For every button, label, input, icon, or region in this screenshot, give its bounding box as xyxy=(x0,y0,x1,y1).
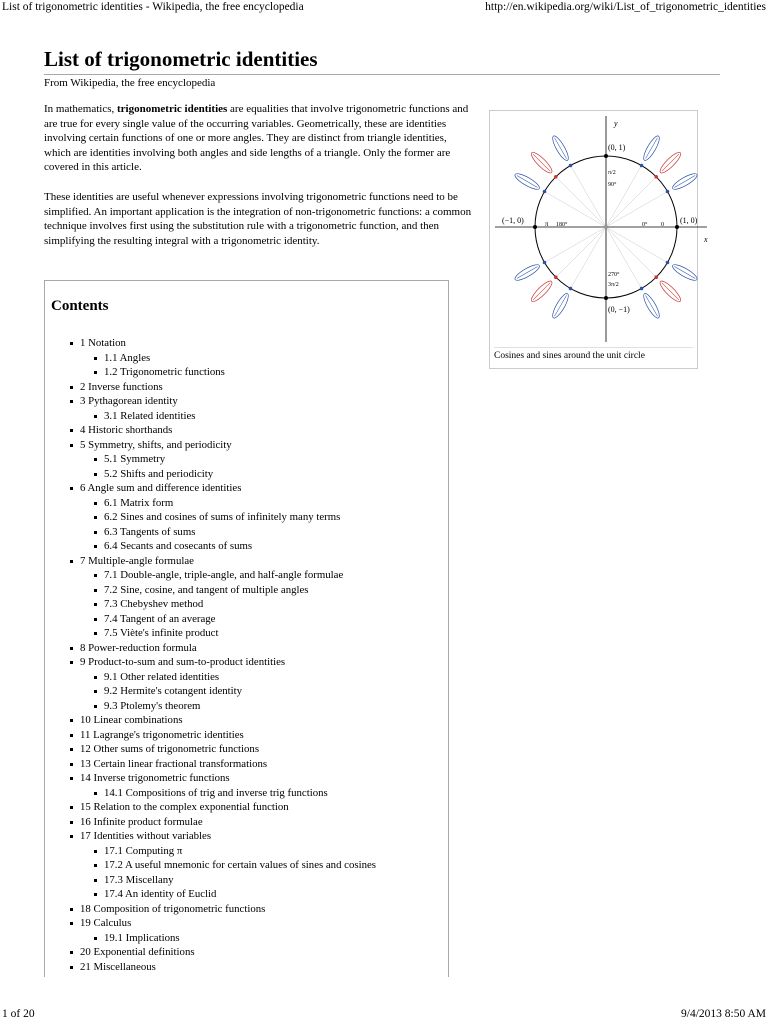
angle-ray xyxy=(556,177,606,227)
axis-label-x: x xyxy=(704,235,708,244)
unit-circle-figure[interactable] xyxy=(489,110,708,369)
angle-label-pi-over-2: π/2 xyxy=(608,170,616,176)
toc-subsection-link[interactable]: 17.3 Miscellany xyxy=(45,873,376,888)
toc-subsection-link[interactable]: 1.1 Angles xyxy=(45,351,376,366)
toc-section-link[interactable]: 2 Inverse functions xyxy=(45,380,376,395)
toc-section-link[interactable]: 4 Historic shorthands xyxy=(45,423,376,438)
second-paragraph: These identities are useful whenever expressions involving trigonometric functions need to be simplified. An important application is the integration of non-trigonometric functions: a common technique involves first using the substitution rule with a trigonometric function, and then simplifying the resulting integral with a trigonometric identity. xyxy=(44,191,472,247)
toc-subsection-link[interactable]: 7.5 Viète's infinite product xyxy=(45,626,376,641)
angle-point xyxy=(569,164,573,168)
angle-point xyxy=(666,261,670,265)
toc-section-link[interactable]: 19 Calculus xyxy=(45,916,376,931)
axis-point xyxy=(675,225,679,229)
angle-point xyxy=(654,275,658,279)
axis-point xyxy=(604,296,608,300)
toc-subsection-link[interactable]: 19.1 Implications xyxy=(45,931,376,946)
coordinate-glyph xyxy=(671,262,699,283)
toc-section-link[interactable]: 5 Symmetry, shifts, and periodicity xyxy=(45,438,376,453)
toc-subsection-link[interactable]: 17.1 Computing π xyxy=(45,844,376,859)
toc-section-link[interactable]: 6 Angle sum and difference identities xyxy=(45,481,376,496)
angle-point xyxy=(554,275,558,279)
toc-subsection-link[interactable]: 6.3 Tangents of sums xyxy=(45,525,376,540)
angle-ray xyxy=(545,192,606,228)
toc-subsection-link[interactable]: 3.1 Related identities xyxy=(45,409,376,424)
toc-section-link[interactable]: 20 Exponential definitions xyxy=(45,945,376,960)
toc-section-link[interactable]: 17 Identities without variables xyxy=(45,829,376,844)
toc-subsection-link[interactable]: 5.2 Shifts and periodicity xyxy=(45,467,376,482)
toc-section-link[interactable]: 14 Inverse trigonometric functions xyxy=(45,771,376,786)
toc-subsection-link[interactable]: 7.3 Chebyshev method xyxy=(45,597,376,612)
unit-circle-image xyxy=(493,114,708,344)
angle-point xyxy=(640,287,644,291)
angle-point xyxy=(666,190,670,194)
coordinate-glyph xyxy=(529,150,554,175)
toc-subsection-link[interactable]: 6.2 Sines and cosines of sums of infinitely many terms xyxy=(45,510,376,525)
coordinate-glyph xyxy=(550,134,571,162)
toc-subsection-link[interactable]: 9.3 Ptolemy's theorem xyxy=(45,699,376,714)
toc-subsection-link[interactable]: 9.2 Hermite's cotangent identity xyxy=(45,684,376,699)
angle-label-90: 90° xyxy=(608,182,617,188)
page-number: 1 of 20 xyxy=(2,1008,35,1020)
toc-list xyxy=(45,336,376,974)
toc-subsection-link[interactable]: 6.4 Secants and cosecants of sums xyxy=(45,539,376,554)
toc-section-link[interactable]: 8 Power-reduction formula xyxy=(45,641,376,656)
coordinate-glyph xyxy=(641,292,662,320)
toc-section-link[interactable]: 15 Relation to the complex exponential function xyxy=(45,800,376,815)
angle-ray xyxy=(545,227,606,263)
toc-section-link[interactable]: 1 Notation xyxy=(45,336,376,351)
angle-label-3pi-over-2: 3π/2 xyxy=(608,282,619,288)
coordinate-glyph xyxy=(529,279,554,304)
angle-label-pi: π xyxy=(545,220,549,228)
toc-section-link[interactable]: 3 Pythagorean identity xyxy=(45,394,376,409)
angle-label-270: 270° xyxy=(608,272,620,278)
axis-label-y: y xyxy=(614,119,618,128)
toc-section-link[interactable]: 11 Lagrange's trigonometric identities xyxy=(45,728,376,743)
angle-point xyxy=(543,261,547,265)
toc-subsection-link[interactable]: 14.1 Compositions of trig and inverse trig functions xyxy=(45,786,376,801)
toc-subsection-link[interactable]: 7.2 Sine, cosine, and tangent of multiple angles xyxy=(45,583,376,598)
coordinate-glyph xyxy=(513,171,541,192)
axis-point xyxy=(533,225,537,229)
point-label-bottom: (0, −1) xyxy=(608,305,630,314)
print-header-title: List of trigonometric identities - Wikipedia, the free encyclopedia xyxy=(2,1,304,13)
toc-subsection-link[interactable]: 6.1 Matrix form xyxy=(45,496,376,511)
toc-section-link[interactable]: 13 Certain linear fractional transformations xyxy=(45,757,376,772)
toc-title: Contents xyxy=(51,298,109,314)
title-divider xyxy=(44,74,720,75)
print-header-url[interactable]: http://en.wikipedia.org/wiki/List_of_trigonometric_identities xyxy=(485,1,766,13)
page-title: List of trigonometric identities xyxy=(44,47,318,71)
coordinate-glyph xyxy=(641,134,662,162)
intro-rest: are equalities that involve trigonometric functions and are true for every single value of the occurring variables. Geometrically, these are identities involving certain functions of one or more angles. They are distinct from triangle identities, which are identities involving both angles and side lengths of a triangle. Only the former are covered in this article. xyxy=(44,103,469,174)
toc-section-link[interactable]: 7 Multiple-angle formulae xyxy=(45,554,376,569)
angle-ray xyxy=(606,227,642,288)
toc-section-link[interactable]: 10 Linear combinations xyxy=(45,713,376,728)
coordinate-glyph xyxy=(671,171,699,192)
angle-ray xyxy=(556,227,606,277)
coordinate-glyph xyxy=(658,150,683,175)
angle-label-180: 180° xyxy=(556,222,568,228)
angle-point xyxy=(554,175,558,179)
angle-label-0-rad: 0 xyxy=(661,222,664,228)
point-label-left: (−1, 0) xyxy=(502,216,524,225)
toc-subsection-link[interactable]: 17.4 An identity of Euclid xyxy=(45,887,376,902)
coordinate-glyph xyxy=(513,262,541,283)
toc-section-link[interactable]: 12 Other sums of trigonometric functions xyxy=(45,742,376,757)
angle-ray xyxy=(606,192,667,228)
print-datetime: 9/4/2013 8:50 AM xyxy=(681,1008,766,1020)
angle-ray xyxy=(606,227,656,277)
intro-paragraph xyxy=(44,102,476,175)
toc-subsection-link[interactable]: 17.2 A useful mnemonic for certain values of sines and cosines xyxy=(45,858,376,873)
figure-caption: Cosines and sines around the unit circle xyxy=(494,351,645,361)
caption-divider xyxy=(494,347,693,348)
point-label-right: (1, 0) xyxy=(680,216,698,225)
toc-section-link[interactable]: 16 Infinite product formulae xyxy=(45,815,376,830)
toc-subsection-link[interactable]: 1.2 Trigonometric functions xyxy=(45,365,376,380)
toc-section-link[interactable]: 18 Composition of trigonometric functions xyxy=(45,902,376,917)
page-subtitle: From Wikipedia, the free encyclopedia xyxy=(44,77,216,89)
point-label-top: (0, 1) xyxy=(608,143,626,152)
toc-section-link[interactable]: 9 Product-to-sum and sum-to-product identities xyxy=(45,655,376,670)
coordinate-glyph xyxy=(550,292,571,320)
toc-subsection-link[interactable]: 7.1 Double-angle, triple-angle, and half-angle formulae xyxy=(45,568,376,583)
angle-point xyxy=(654,175,658,179)
angle-ray xyxy=(606,227,667,263)
toc-subsection-link[interactable]: 5.1 Symmetry xyxy=(45,452,376,467)
angle-ray xyxy=(571,227,607,288)
angle-ray xyxy=(571,166,607,227)
angle-point xyxy=(543,190,547,194)
angle-label-0: 0° xyxy=(642,222,648,228)
angle-point xyxy=(640,164,644,168)
coordinate-glyph xyxy=(658,279,683,304)
toc-subsection-link[interactable]: 7.4 Tangent of an average xyxy=(45,612,376,627)
angle-point xyxy=(569,287,573,291)
intro-prefix: In mathematics, xyxy=(44,103,118,115)
table-of-contents xyxy=(44,280,449,977)
intro-bold-term[interactable]: trigonometric identities xyxy=(117,103,228,115)
toc-subsection-link[interactable]: 9.1 Other related identities xyxy=(45,670,376,685)
axis-point xyxy=(604,154,608,158)
toc-section-link[interactable]: 21 Miscellaneous xyxy=(45,960,376,975)
